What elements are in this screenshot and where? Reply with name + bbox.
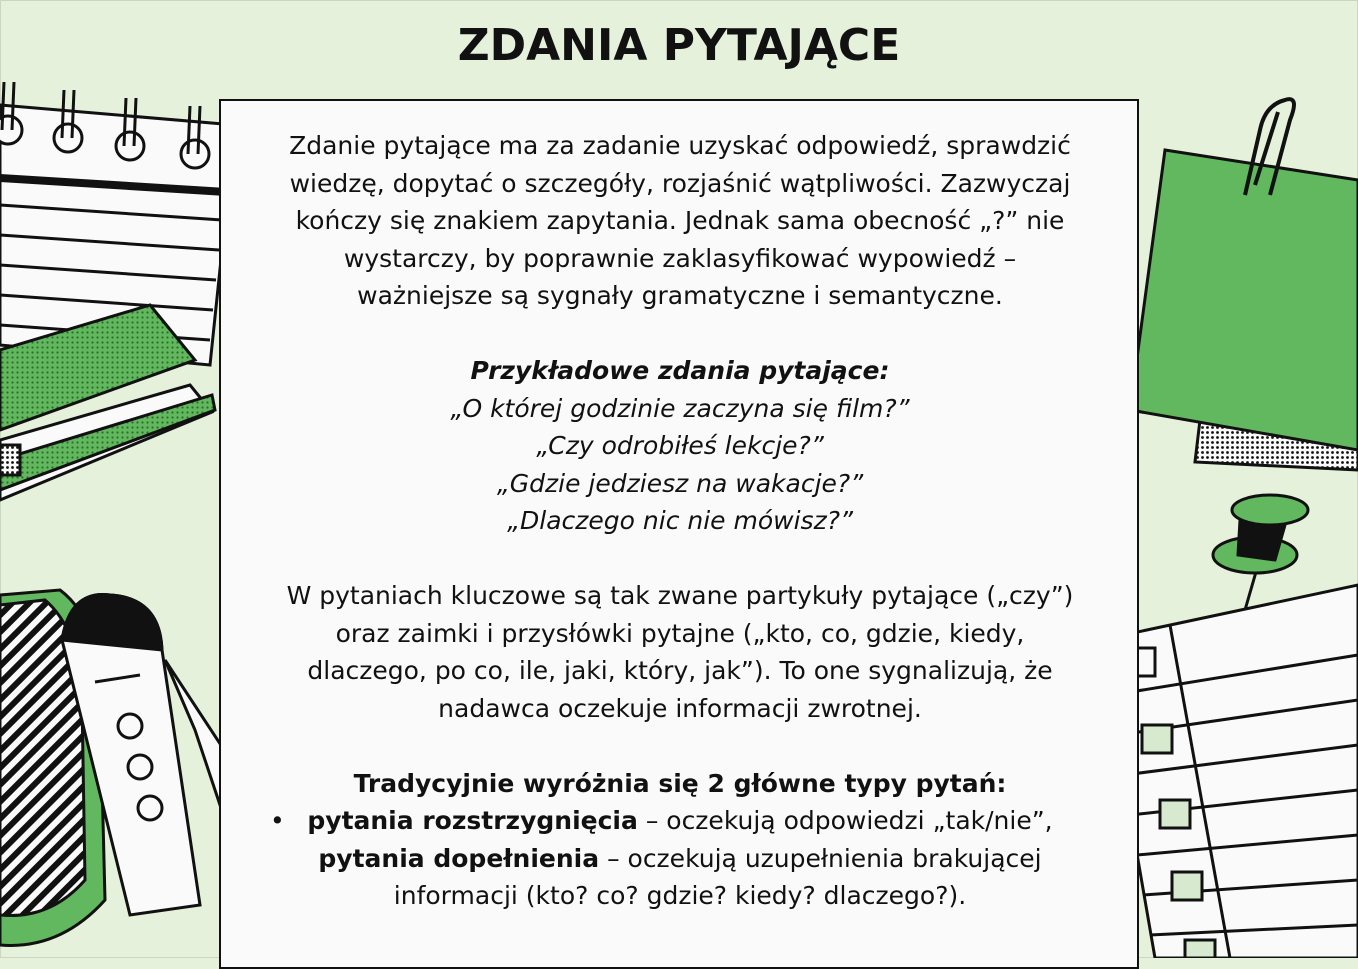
particles-line: dlaczego, po co, ile, jaki, który, jak”). To one sygnalizują, że: [307, 656, 1053, 685]
types-heading: Tradycyjnie wyróżnia się 2 główne typy pytań:: [353, 768, 1007, 798]
particles-line: nadawca oczekuje informacji zwrotnej.: [438, 693, 922, 723]
intro-line: kończy się znakiem zapytania. Jednak sama obecność „?” nie: [295, 206, 1065, 235]
examples-heading: Przykładowe zdania pytające:: [470, 356, 890, 385]
example-sentence: „O której godzinie zaczyna się film?”: [450, 393, 910, 423]
intro-line: wiedzę, dopytać o szczegóły, rozjaśnić wątpliwości. Zazwyczaj: [289, 168, 1071, 198]
particles-line: oraz zaimki i przysłówki pytajne („kto, co, gdzie, kiedy,: [335, 618, 1025, 648]
example-sentence: „Czy odrobiłeś lekcje?”: [536, 431, 824, 460]
content-text: [240, 127, 1120, 915]
particles-line: W pytaniach kluczowe są tak zwane partykuły pytające („czy”): [286, 581, 1074, 610]
type-item-2: [240, 840, 1120, 878]
type1-term: pytania rozstrzygnięcia: [307, 806, 638, 835]
type2-desc: – oczekują uzupełnienia brakującej: [599, 843, 1042, 873]
page-title: ZDANIA PYTAJĄCE: [457, 20, 901, 71]
type1-desc: – oczekują odpowiedzi „tak/nie”,: [637, 806, 1053, 835]
intro-line: ważniejsze są sygnały gramatyczne i semantyczne.: [357, 281, 1003, 310]
type2-continuation: informacji (kto? co? gdzie? kiedy? dlaczego?).: [393, 881, 967, 910]
type2-term: pytania dopełnienia: [318, 843, 600, 873]
example-sentence: „Gdzie jedziesz na wakacje?”: [496, 468, 864, 498]
type-item-1: [240, 802, 1120, 840]
push-pin-icon: [1213, 495, 1308, 610]
example-sentence: „Dlaczego nic nie mówisz?”: [507, 506, 853, 535]
intro-line: wystarczy, by poprawnie zaklasyfikować wypowiedź –: [343, 243, 1017, 273]
intro-line: Zdanie pytające ma za zadanie uzyskać odpowiedź, sprawdzić: [289, 131, 1071, 160]
sticky-note-icon: [1130, 99, 1358, 470]
bullet-icon: •: [270, 806, 285, 835]
